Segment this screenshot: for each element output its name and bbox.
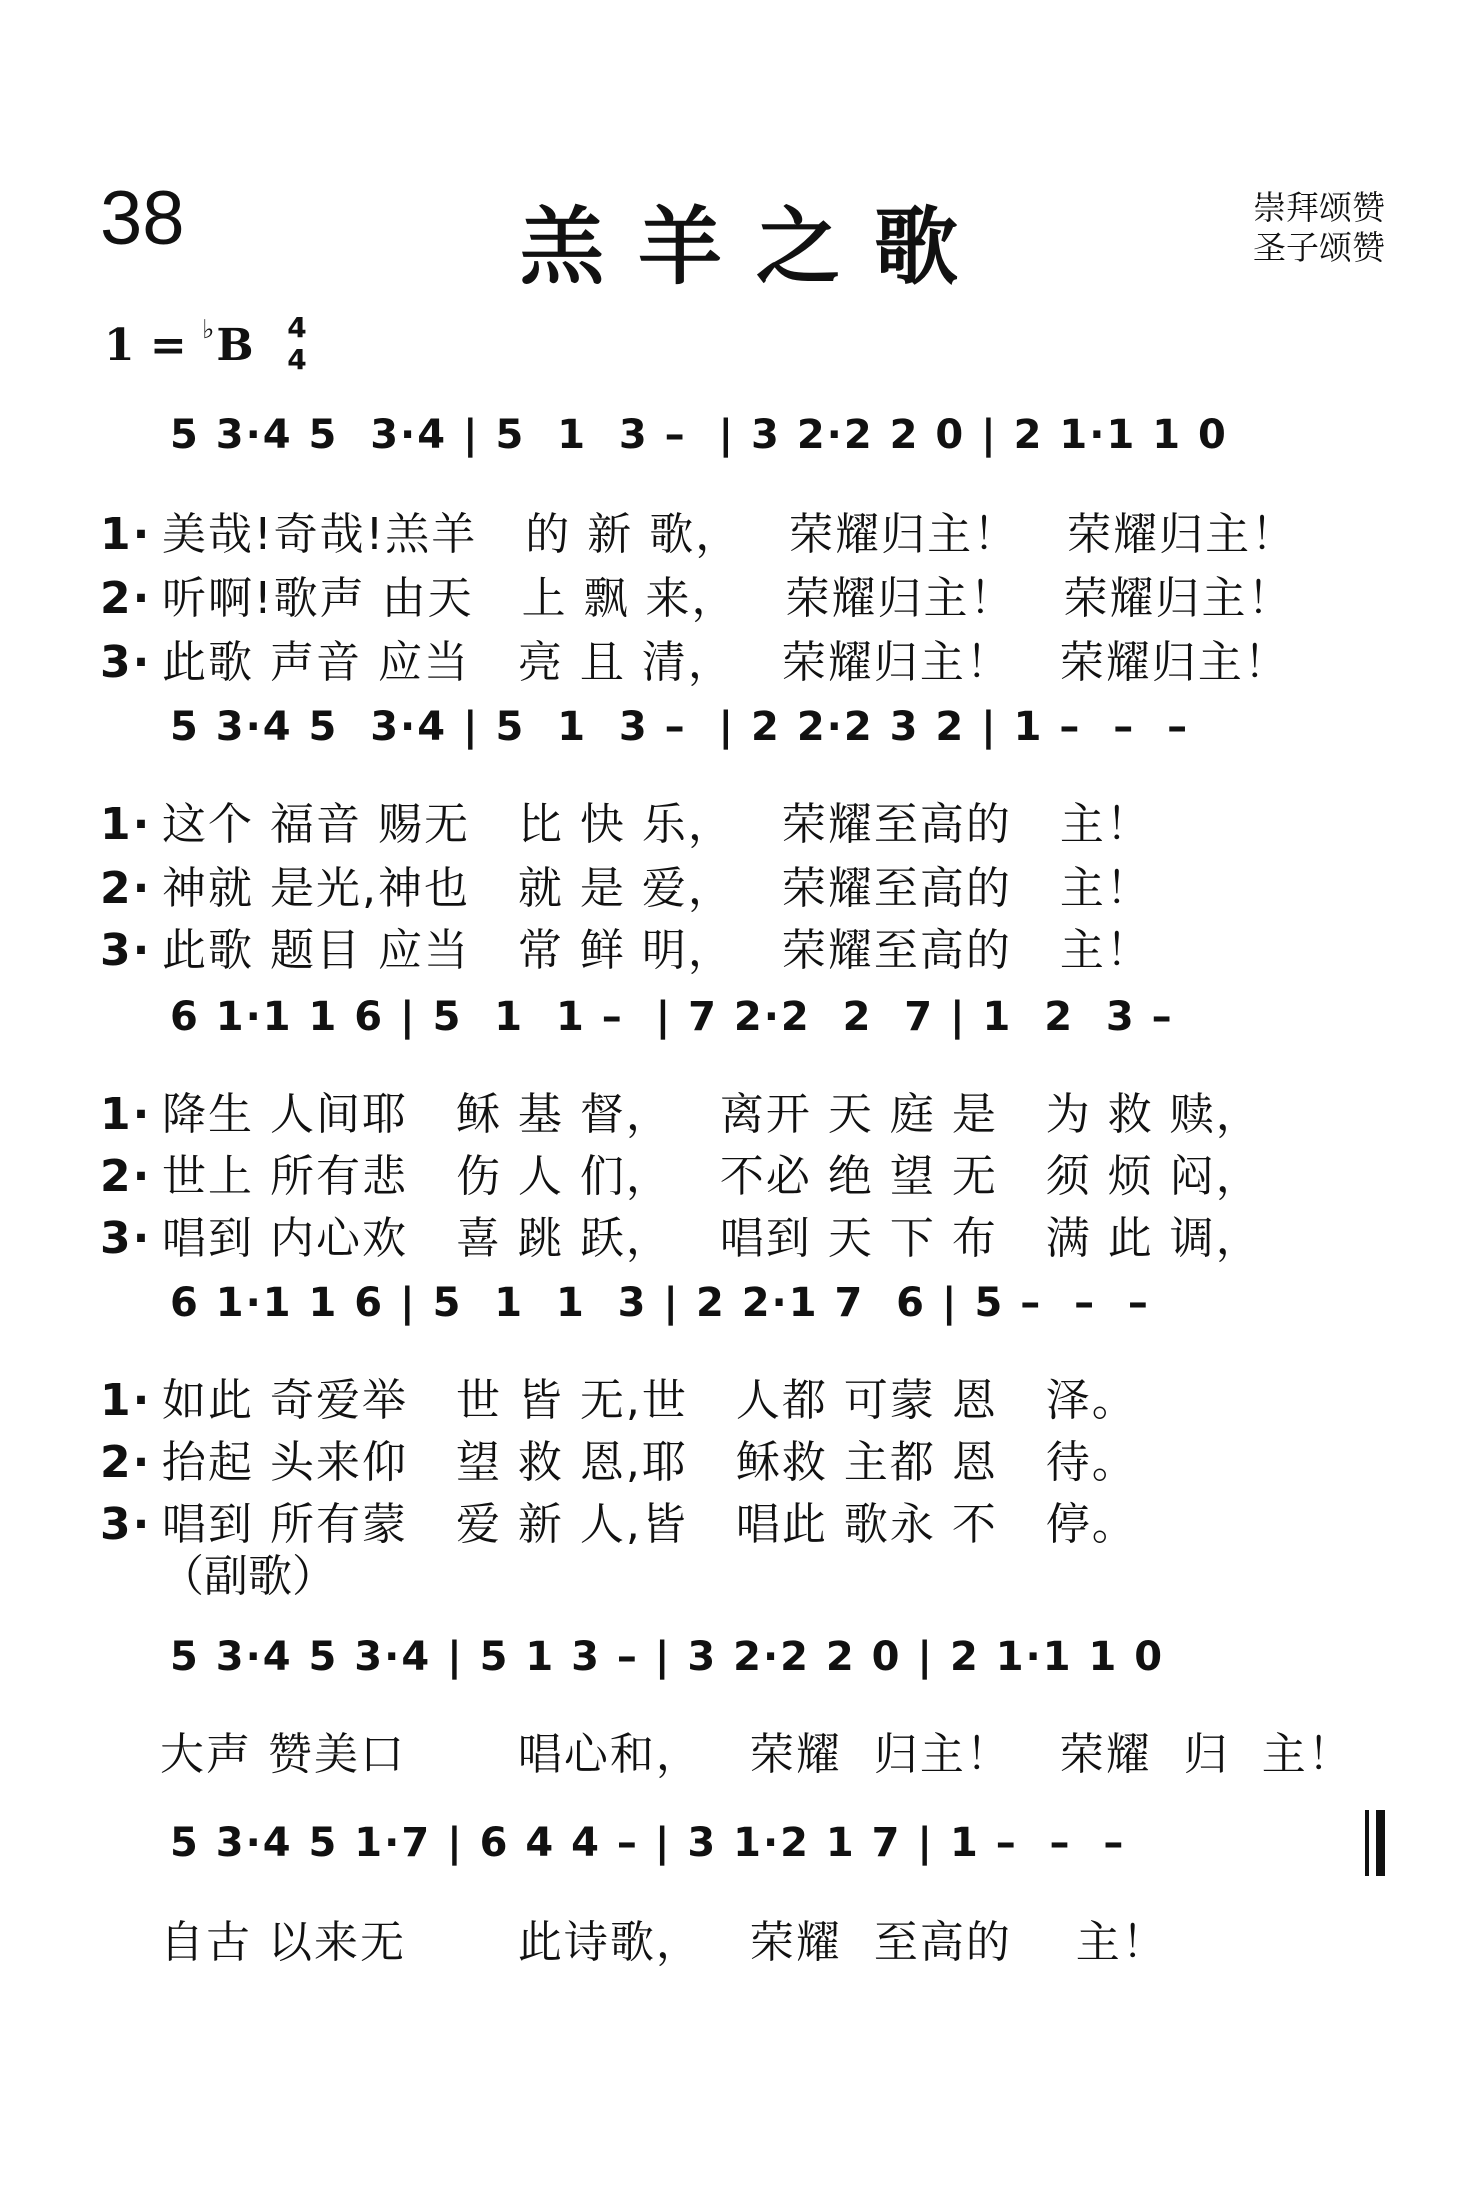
lyric-line [100,498,1297,562]
key-tonic-prefix: 1 = [104,320,187,371]
verse-number: 1· [100,1375,152,1426]
key-tonic-note: B [216,320,254,371]
verse-number: 3· [100,1499,152,1550]
verse-number: 2· [100,573,152,624]
lyric-line [100,852,1152,916]
verse-number: 2· [100,1437,152,1488]
notation-line [170,1810,1385,1880]
lyric-line [100,562,1293,626]
notation-line [170,1270,1385,1340]
verse-number: 2· [100,863,152,914]
notation-line [170,694,1385,764]
lyric-text: 美哉!奇哉!羔羊 的 新 歌， 荣耀归主！ 荣耀归主！ [162,509,1298,560]
final-barline-thick [1376,1810,1385,1876]
verse-number: 2· [100,1151,152,1202]
verse-number: 3· [100,925,152,976]
lyric-text: 抬起 头来仰 望 救 恩,耶 稣救 主都 恩 待。 [162,1437,1138,1488]
hymn-title: 羔羊之歌 [520,198,993,296]
lyric-line [160,1718,1354,1782]
notes-text: 5 3·4 5 1·7 | 6 4 4 – | 3 1·2 1 7 | 1 – – – [170,1820,1126,1866]
lyric-text: 此歌 题目 应当 常 鲜 明， 荣耀至高的 主！ [162,925,1152,976]
lyric-line [100,914,1152,978]
lyric-line [100,1364,1138,1428]
lyric-text: 世上 所有悲 伤 人 们， 不必 绝 望 无 须 烦 闷， [162,1151,1262,1202]
notes-text: 6 1·1 1 6 | 5 1 1 3 | 2 2·1 7 6 | 5 – – – [170,1280,1150,1326]
lyric-line [100,1202,1262,1266]
lyric-text: 唱到 所有蒙 爱 新 人,皆 唱此 歌永 不 停。 [162,1499,1138,1550]
lyric-line [100,626,1290,690]
time-sig-bottom: 4 [287,343,307,376]
lyric-text: 如此 奇爱举 世 皆 无,世 人都 可蒙 恩 泽。 [162,1375,1138,1426]
notation-line [170,402,1385,472]
notes-text: 5 3·4 5 3·4 | 5 1 3 – | 3 2·2 2 0 | 2 1·1 1 0 [170,412,1228,458]
verse-number: 1· [100,1089,152,1140]
category-label: 崇拜颂赞 [1253,188,1385,227]
final-barline-thin [1365,1810,1369,1876]
lyric-line [160,1906,1168,1970]
lyric-text: 自古 以来无 此诗歌， 荣耀 至高的 主！ [160,1917,1168,1968]
lyric-line [100,1140,1262,1204]
verse-number: 1· [100,799,152,850]
hymn-number: 38 [100,176,185,261]
notation-line [170,984,1385,1054]
lyric-text: 大声 赞美口 唱心和， 荣耀 归主！ 荣耀 归 主！ [160,1729,1354,1780]
lyric-text: 唱到 内心欢 喜 跳 跃， 唱到 天 下 布 满 此 调， [162,1213,1262,1264]
key-signature [104,315,254,371]
lyric-line [100,1426,1138,1490]
time-signature [282,312,312,376]
verse-number: 3· [100,637,152,688]
notation-line [170,1624,1385,1694]
lyric-text: 听啊!歌声 由天 上 飘 来， 荣耀归主！ 荣耀归主！ [162,573,1294,624]
notes-text: 5 3·4 5 3·4 | 5 1 3 – | 3 2·2 2 0 | 2 1·1 1 0 [170,1634,1165,1680]
time-sig-top: 4 [287,311,307,344]
lyric-text: 此歌 声音 应当 亮 且 清， 荣耀归主！ 荣耀归主！ [162,637,1290,688]
category-label: 圣子颂赞 [1253,228,1385,267]
verse-number: 3· [100,1213,152,1264]
lyric-text: 降生 人间耶 稣 基 督， 离开 天 庭 是 为 救 赎， [162,1089,1262,1140]
lyric-line [100,788,1152,852]
verse-number: 1· [100,509,152,560]
notes-text: 5 3·4 5 3·4 | 5 1 3 – | 2 2·2 3 2 | 1 – – – [170,704,1190,750]
notes-text: 6 1·1 1 6 | 5 1 1 – | 7 2·2 2 7 | 1 2 3 – [170,994,1174,1040]
chorus-label: （副歌） [160,1551,336,1602]
lyric-line [100,1078,1262,1142]
lyric-text: 神就 是光,神也 就 是 爱， 荣耀至高的 主！ [162,863,1152,914]
lyric-text: 这个 福音 赐无 比 快 乐， 荣耀至高的 主！ [162,799,1152,850]
flat-icon: ♭ [202,315,215,346]
